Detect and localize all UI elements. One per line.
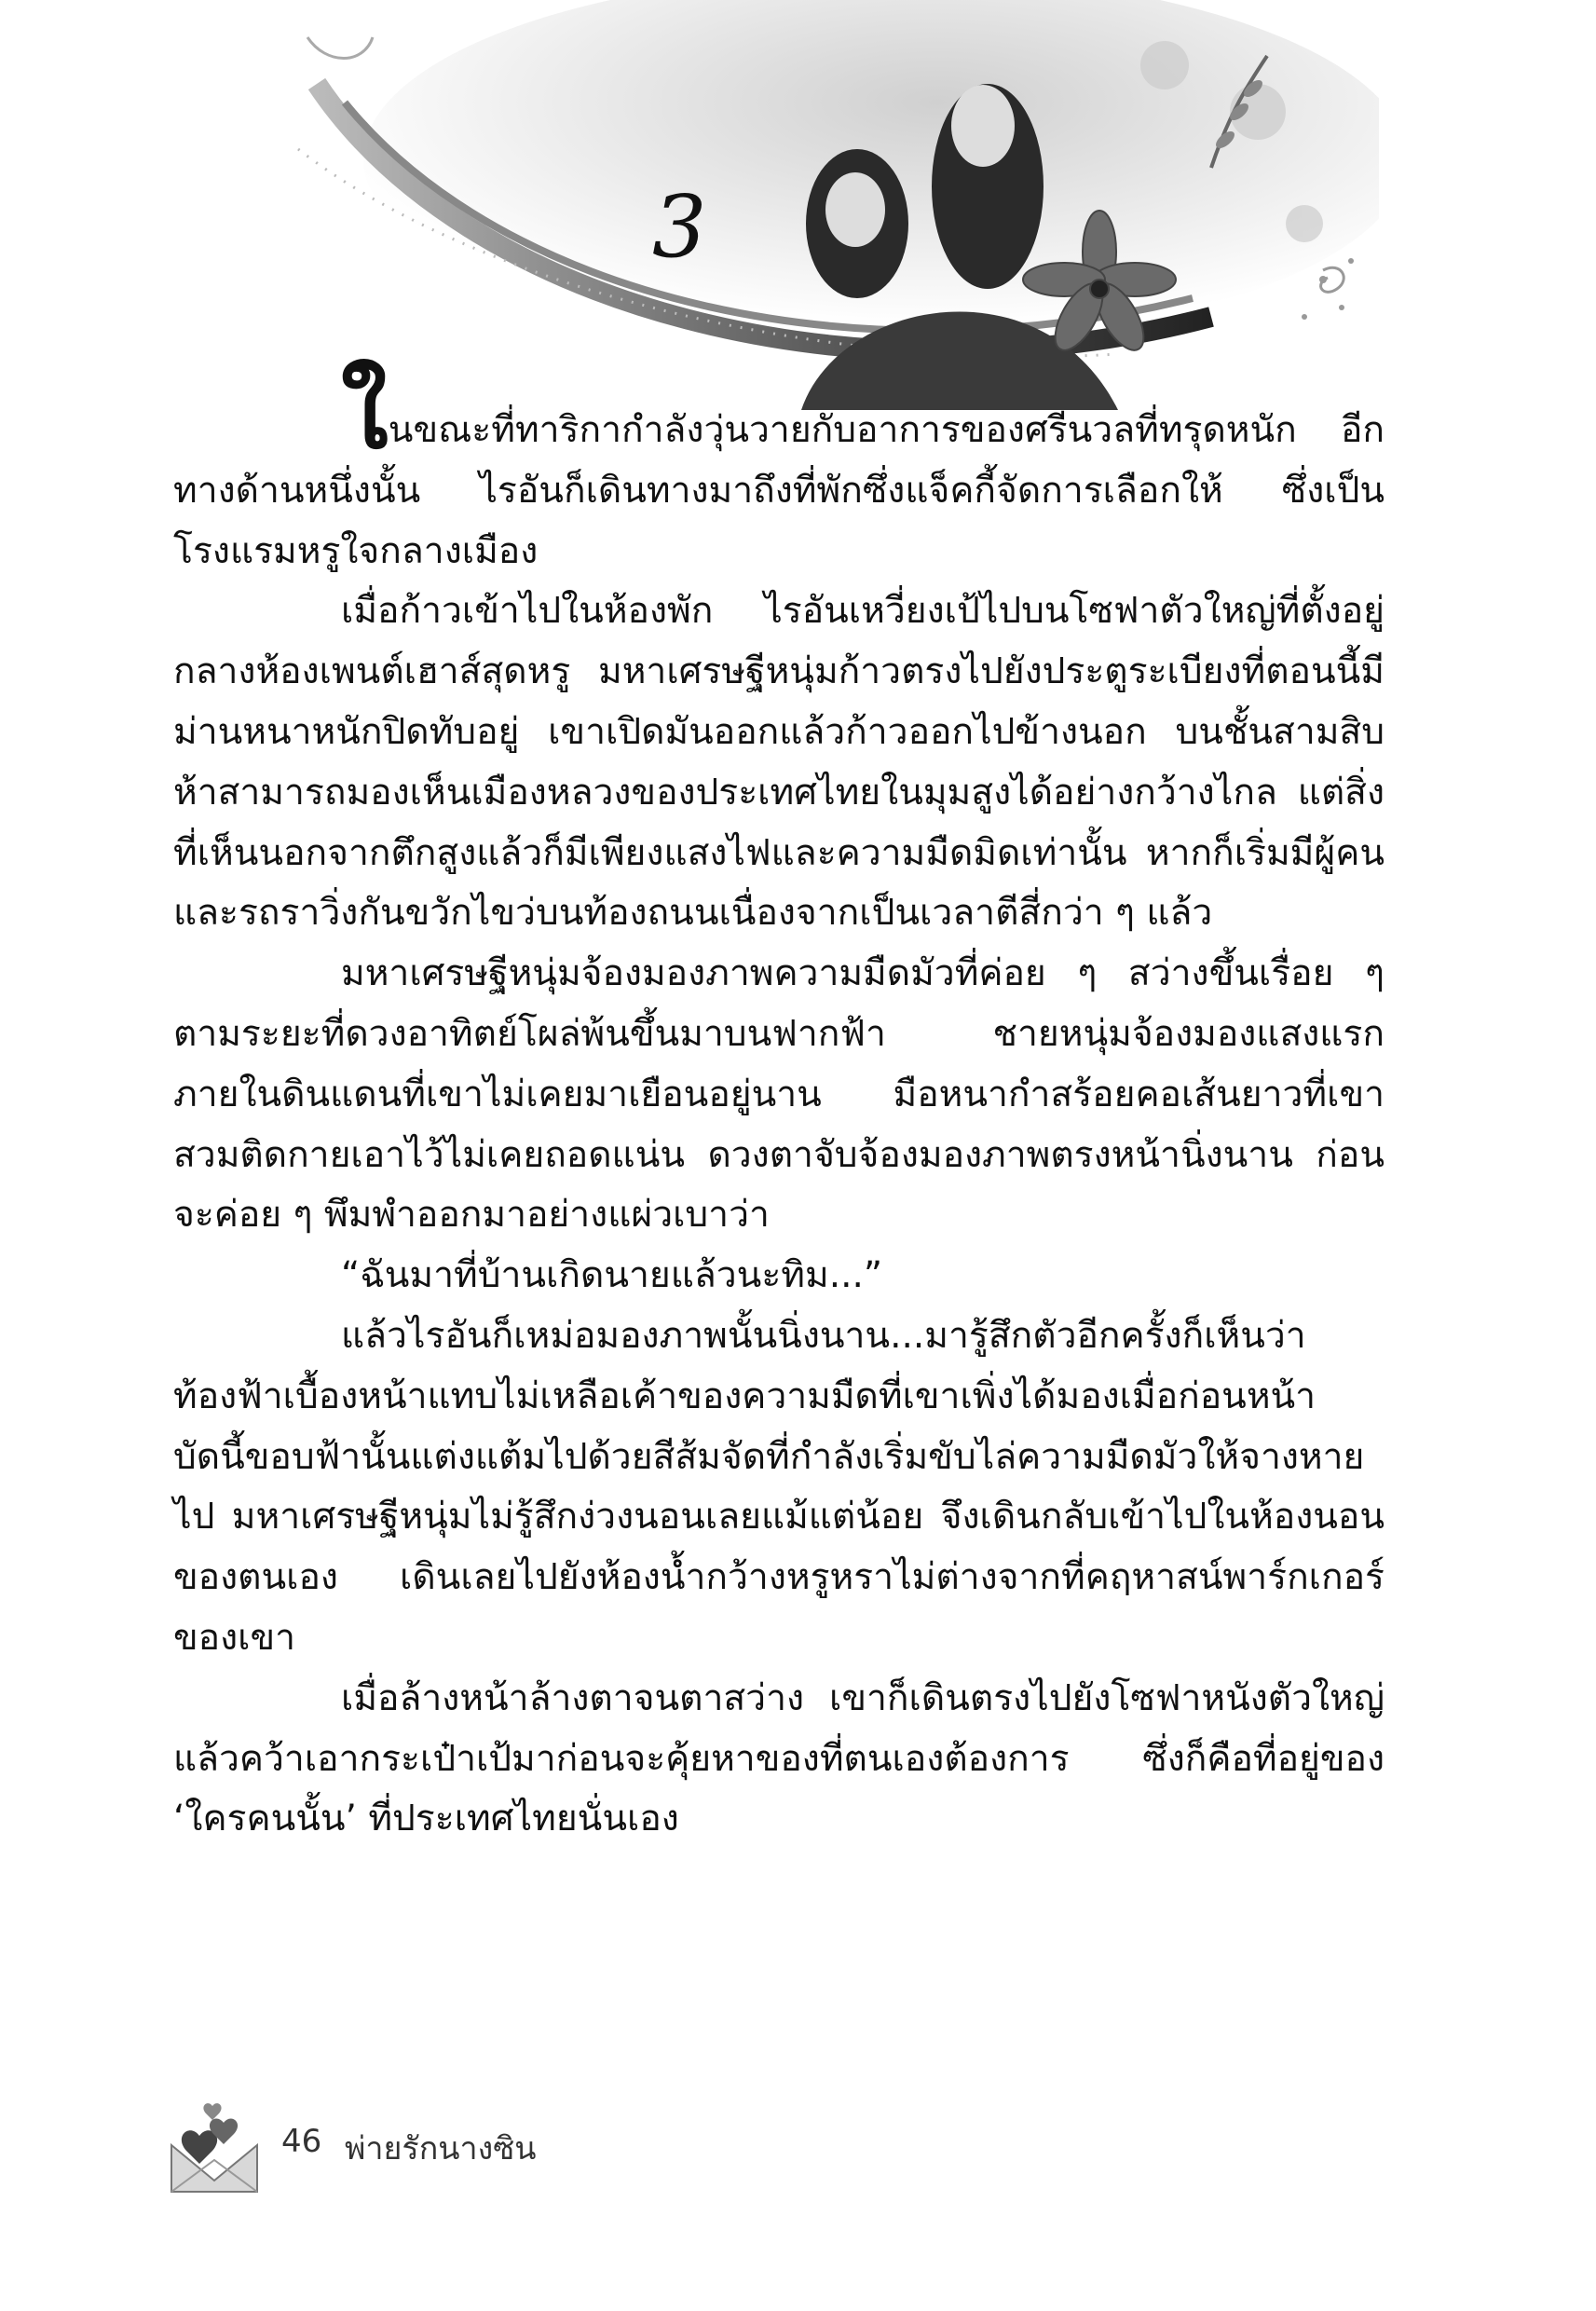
paragraph: แล้วไรอันก็เหม่อมองภาพนั้นนิ่งนาน...มารู้สึกตัวอีกครั้งก็เห็นว่าท้องฟ้าเบื้องหน้าแทบไม่เหลือเค้าของความมืดที่เขาเพิ่งได้มองเมื่อก่อนหน้า บัดนี้ขอบฟ้านั้นแต่งแต้มไปด้วยสีส้มจัดที่กำลังเริ่มขับไล่ความมืดมัวให้จางหายไป มหาเศรษฐีหนุ่มไม่รู้สึกง่วงนอนเลยแม้แต่น้อย จึงเดินกลับเข้าไปในห้องนอนของตนเอง เดินเลยไปยังห้องน้ำกว้างหรูหราไม่ต่างจากที่คฤหาสน์พาร์กเกอร์ของเขา: [173, 1314, 1385, 1659]
drop-cap: ใ: [341, 356, 389, 471]
page-number: 46: [281, 2123, 322, 2160]
dialogue-line: “ฉันมาที่บ้านเกิดนายแล้วนะทิม...”: [341, 1254, 883, 1297]
page-footer: [158, 2087, 811, 2199]
chapter-number: 3: [652, 177, 707, 277]
chapter-header-illustration: [280, 0, 1379, 410]
book-title: พ่ายรักนางซิน: [345, 2130, 537, 2167]
chapter-body: [173, 356, 1385, 1850]
paragraph: มหาเศรษฐีหนุ่มจ้องมองภาพความมืดมัวที่ค่อย ๆ สว่างขึ้นเรื่อย ๆ ตามระยะที่ดวงอาทิตย์โผล่พ้นขึ้นมาบนฟากฟ้า ชายหนุ่มจ้องมองแสงแรกภายในดินแดนที่เขาไม่เคยมาเยือนอยู่นาน มือหนากำสร้อยคอเส้นยาวที่เขาสวมติดกายเอาไว้ไม่เคยถอดแน่น ดวงตาจับจ้องมองภาพตรงหน้านิ่งนาน ก่อนจะค่อย ๆ พึมพำออกมาอย่างแผ่วเบาว่า: [173, 952, 1385, 1237]
paragraph-text: นขณะที่ทาริกากำลังวุ่นวายกับอาการของศรีนวลที่ทรุดหนัก อีกทางด้านหนึ่งนั้น ไรอันก็เดินทางมาถึงที่พักซึ่งแจ็คกี้จัดการเลือกให้ ซึ่งเป็นโรงแรมหรูใจกลางเมือง: [173, 409, 1385, 572]
paragraph: เมื่อล้างหน้าล้างตาจนตาสว่าง เขาก็เดินตรงไปยังโซฟาหนังตัวใหญ่แล้วคว้าเอากระเป๋าเป้มาก่อนจะคุ้ยหาของที่ตนเองต้องการ ซึ่งก็คือที่อยู่ของ ‘ใครคนนั้น’ ที่ประเทศไทยนั่นเอง: [173, 1676, 1385, 1840]
envelope-hearts-icon: [158, 2087, 270, 2199]
paragraph: เมื่อก้าวเข้าไปในห้องพัก ไรอันเหวี่ยงเป้ไปบนโซฟาตัวใหญ่ที่ตั้งอยู่กลางห้องเพนต์เฮาส์สุดหรู มหาเศรษฐีหนุ่มก้าวตรงไปยังประตูระเบียงที่ตอนนี้มีม่านหนาหนักปิดทับอยู่ เขาเปิดมันออกแล้วก้าวออกไปข้างนอก บนชั้นสามสิบห้าสามารถมองเห็นเมืองหลวงของประเทศไทยในมุมสูงได้อย่างกว้างไกล แต่สิ่งที่เห็นนอกจากตึกสูงแล้วก็มีเพียงแสงไฟและความมืดมิดเท่านั้น หากก็เริ่มมีผู้คนและรถราวิ่งกันขวักไขว่บนท้องถนนเนื่องจากเป็นเวลาตีสี่กว่า ๆ แล้ว: [173, 590, 1385, 935]
paragraph: [173, 356, 1385, 581]
